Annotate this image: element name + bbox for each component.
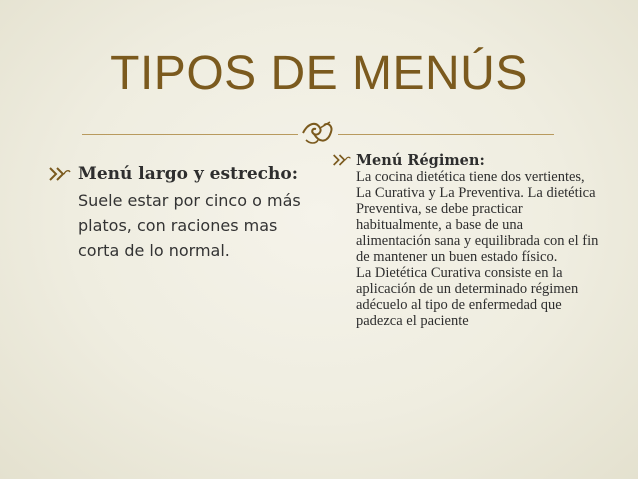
list-item: [332, 152, 600, 329]
fleuron-ornament-icon: [300, 118, 334, 148]
double-chevron-bullet-icon: [332, 153, 352, 167]
right-text: [356, 169, 600, 329]
list-item: [48, 164, 308, 263]
left-column: [48, 164, 308, 263]
right-column: [332, 152, 600, 329]
title-divider-right: [338, 134, 554, 135]
title-divider-left: [82, 134, 298, 135]
slide-title: TIPOS DE MENÚS: [110, 47, 528, 100]
right-paragraph-2: La Dietética Curativa consiste en la aplicación de un determinado régimen adécuelo al tipo de enfermedad que padezca el paciente: [356, 265, 579, 329]
right-paragraph-1: La cocina dietética tiene dos vertientes, La Curativa y La Preventiva. La dietética Preventiva, se debe practicar habitualmente, a base de una alimentación sana y equilibrada con el fin de mantener un buen estado físico.: [356, 169, 599, 265]
left-heading: Menú largo y estrecho:: [78, 164, 298, 184]
left-text: Suele estar por cinco o más platos, con raciones mas corta de lo normal.: [78, 191, 301, 260]
double-chevron-bullet-icon: [48, 166, 72, 182]
right-heading: Menú Régimen:: [356, 152, 485, 169]
